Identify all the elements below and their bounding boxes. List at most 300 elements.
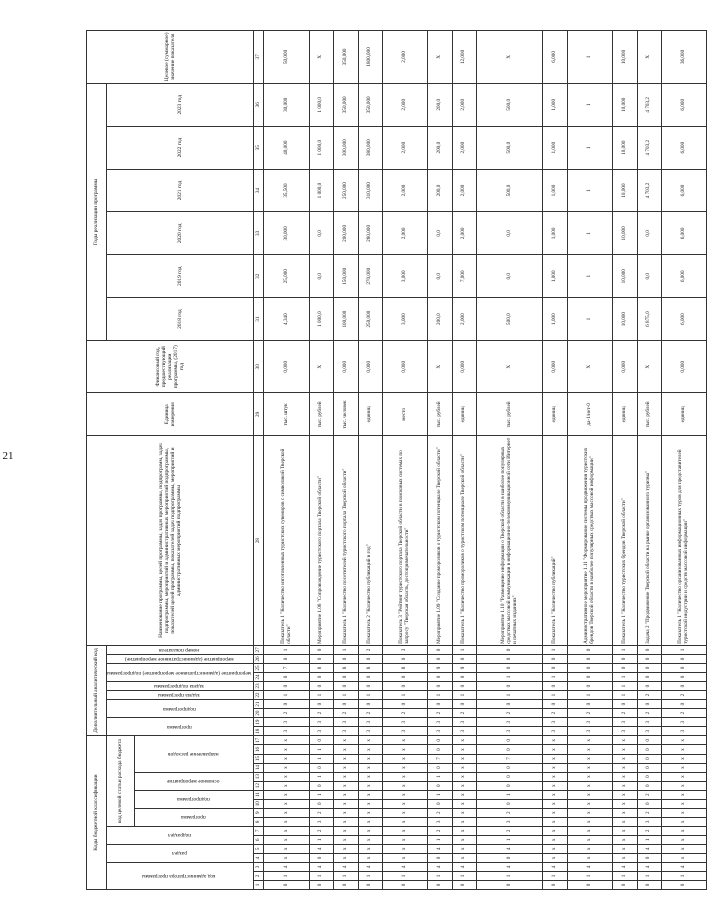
row-year-value: 100,000 xyxy=(334,298,358,341)
row-year-value: 7,000 xyxy=(452,255,476,298)
code-cell: 3 xyxy=(309,727,333,736)
code-cell: 2 xyxy=(637,691,661,700)
code-cell: 0 xyxy=(661,880,706,889)
row-target-value: Х xyxy=(309,31,333,84)
row-name: Мероприятие 1.09 "Создание промороликов о туристском потенциале Тверской области" xyxy=(428,436,452,646)
row-unit: единиц xyxy=(661,393,706,436)
row-name: Административное мероприятие 1.11 "Формирование системы продвижения туристских брендов Тверской области в наиболее популярных средствах массовой информации" xyxy=(567,436,612,646)
code-cell: 0 xyxy=(358,700,382,709)
code-cell: х xyxy=(543,817,567,826)
column-number: 21 xyxy=(254,700,264,709)
unit-header: Единица измерения xyxy=(87,393,254,436)
code-cell: х xyxy=(613,763,637,772)
code-cell: 4 xyxy=(637,862,661,871)
code-cell: 3 xyxy=(452,718,476,727)
code-cell: 1 xyxy=(382,691,427,700)
code-cell: х xyxy=(543,808,567,817)
code-cell: х xyxy=(452,745,476,754)
code-cell: х xyxy=(358,763,382,772)
code-cell: 0 xyxy=(543,663,567,672)
code-cell: х xyxy=(567,853,612,862)
code-cell: 0 xyxy=(477,781,543,790)
code-cell: 3 xyxy=(661,718,706,727)
code-cell: 4 xyxy=(613,862,637,871)
code-cell: х xyxy=(567,736,612,745)
code-cell: 3 xyxy=(358,718,382,727)
code-cell: х xyxy=(661,853,706,862)
code-cell: х xyxy=(452,826,476,835)
code-cell: 3 xyxy=(358,727,382,736)
row-name: Мероприятие 1.08 "Сопровождение туристского портала Тверской области" xyxy=(309,436,333,646)
code-cell: 0 xyxy=(309,736,333,745)
code-cell: 3 xyxy=(613,727,637,736)
row-year-value: 0,0 xyxy=(477,212,543,255)
code-cell: 0 xyxy=(309,763,333,772)
row-year-value: 0,0 xyxy=(477,255,543,298)
code-cell: 4 xyxy=(661,862,706,871)
row-year-value: 2,000 xyxy=(382,126,427,169)
column-number: 15 xyxy=(254,754,264,763)
code-cell: 2 xyxy=(264,709,309,718)
code-cell: 0 xyxy=(452,682,476,691)
code-cell: 0 xyxy=(428,682,452,691)
code-cell: 4 xyxy=(309,844,333,853)
code-cell: 0 xyxy=(661,654,706,663)
code-cell: х xyxy=(567,817,612,826)
code-cell: х xyxy=(334,790,358,799)
column-number: 16 xyxy=(254,745,264,754)
code-cell: 1 xyxy=(477,672,543,681)
code-cell: 0 xyxy=(309,799,333,808)
row-year-value: 30,000 xyxy=(264,83,309,126)
code-cell: х xyxy=(264,808,309,817)
row-year-value: 200,000 xyxy=(334,212,358,255)
row-unit: да-1/нет-0 xyxy=(567,393,612,436)
code-cell: 0 xyxy=(637,763,661,772)
code-cell: 4 xyxy=(477,862,543,871)
row-target-value: 12,000 xyxy=(452,31,476,84)
code-cell: х xyxy=(613,808,637,817)
column-number: 36 xyxy=(254,83,264,126)
code-cell: 0 xyxy=(428,654,452,663)
admin-code-header: код администратора программы xyxy=(107,862,254,889)
code-cell: х xyxy=(543,799,567,808)
code-cell: 1 xyxy=(543,672,567,681)
code-cell: х xyxy=(661,763,706,772)
code-cell: 0 xyxy=(477,682,543,691)
table-row xyxy=(637,31,661,890)
code-cell: 3 xyxy=(477,718,543,727)
code-cell: 0 xyxy=(452,654,476,663)
row-name: Показатель 1 "Количество публикаций" xyxy=(543,436,567,646)
code-cell: 0 xyxy=(613,700,637,709)
code-cell: 1 xyxy=(309,745,333,754)
row-year-value: 1,000 xyxy=(543,255,567,298)
code-cell: 1 xyxy=(452,691,476,700)
code-cell: 0 xyxy=(452,880,476,889)
code-cell: х xyxy=(334,835,358,844)
code-cell: 1 xyxy=(661,871,706,880)
row-target-value: 36,000 xyxy=(661,31,706,84)
code-cell: х xyxy=(613,835,637,844)
table-row xyxy=(264,31,309,890)
column-number: 27 xyxy=(254,645,264,654)
code-cell: х xyxy=(264,817,309,826)
code-cell: 0 xyxy=(428,645,452,654)
code-cell: 1 xyxy=(309,835,333,844)
a-program-header: программа xyxy=(107,718,254,736)
row-base-value: 0,000 xyxy=(264,341,309,393)
row-year-value: 1 xyxy=(567,83,612,126)
code-cell: 2 xyxy=(637,709,661,718)
code-cell: 0 xyxy=(477,663,543,672)
row-year-value: 2,000 xyxy=(452,126,476,169)
code-cell: 0 xyxy=(637,799,661,808)
code-cell: 1 xyxy=(428,772,452,781)
code-cell: х xyxy=(334,745,358,754)
a-indicator-header: номер показателя xyxy=(107,645,254,654)
code-cell: 1 xyxy=(613,672,637,681)
code-cell: х xyxy=(543,754,567,763)
row-year-value: 500,0 xyxy=(477,169,543,212)
row-target-value: Х xyxy=(477,31,543,84)
row-year-value: 0,0 xyxy=(309,212,333,255)
year-2023: 2023 год xyxy=(107,83,254,126)
code-cell: 4 xyxy=(452,862,476,871)
code-cell: 0 xyxy=(309,880,333,889)
row-unit: единиц xyxy=(452,393,476,436)
code-cell: 3 xyxy=(567,727,612,736)
code-cell: х xyxy=(382,763,427,772)
row-year-value: 350,000 xyxy=(334,83,358,126)
column-number: 35 xyxy=(254,126,264,169)
code-cell: 1 xyxy=(613,691,637,700)
row-year-value: 4 703,2 xyxy=(637,126,661,169)
analytic-code-header: Дополнительный аналитический код xyxy=(87,645,107,735)
row-name: Показатель 1 "Количество туристских брендов Тверской области" xyxy=(613,436,637,646)
code-cell: х xyxy=(613,799,637,808)
code-cell: 1 xyxy=(543,871,567,880)
code-cell: 3 xyxy=(637,718,661,727)
code-cell: 0 xyxy=(543,700,567,709)
code-cell: 0 xyxy=(567,645,612,654)
code-cell: 2 xyxy=(309,709,333,718)
code-cell: х xyxy=(452,790,476,799)
row-year-value: 310,000 xyxy=(358,169,382,212)
code-cell: 8 xyxy=(309,663,333,672)
code-cell: 3 xyxy=(382,718,427,727)
table-row xyxy=(613,31,637,890)
code-cell: 0 xyxy=(452,672,476,681)
row-base-value: Х xyxy=(477,341,543,393)
code-cell: х xyxy=(661,754,706,763)
code-cell: х xyxy=(382,835,427,844)
row-year-value: 0,0 xyxy=(309,255,333,298)
code-cell: 0 xyxy=(334,700,358,709)
code-cell: 1 xyxy=(309,772,333,781)
code-cell: х xyxy=(264,790,309,799)
row-year-value: 6,000 xyxy=(661,126,706,169)
row-year-value: 150,000 xyxy=(334,255,358,298)
code-cell: х xyxy=(382,745,427,754)
column-number: 7 xyxy=(254,826,264,835)
code-cell: 1 xyxy=(452,871,476,880)
code-cell: 0 xyxy=(477,772,543,781)
code-cell: х xyxy=(334,808,358,817)
code-cell: 0 xyxy=(637,853,661,862)
column-number: 37 xyxy=(254,31,264,84)
row-target-value: 2,000 xyxy=(382,31,427,84)
code-cell: х xyxy=(382,754,427,763)
code-cell: х xyxy=(358,853,382,862)
row-target-value: 1800,000 xyxy=(358,31,382,84)
column-number: 17 xyxy=(254,736,264,745)
code-cell: 3 xyxy=(613,718,637,727)
code-cell: 3 xyxy=(543,718,567,727)
column-numbers-row xyxy=(254,31,264,890)
code-cell: 0 xyxy=(428,781,452,790)
row-year-value: 250,000 xyxy=(358,298,382,341)
code-cell: 0 xyxy=(543,682,567,691)
code-cell: 4 xyxy=(358,862,382,871)
code-cell: х xyxy=(334,799,358,808)
code-cell: 0 xyxy=(477,745,543,754)
row-year-value: 10,000 xyxy=(613,298,637,341)
row-year-value: 0,0 xyxy=(428,212,452,255)
code-cell: 1 xyxy=(477,790,543,799)
row-year-value: 500,0 xyxy=(477,83,543,126)
code-cell: 1 xyxy=(334,691,358,700)
code-cell: 0 xyxy=(637,700,661,709)
row-name: Мероприятие 1.10 "Размещение информации о Тверской области в наиболее популярных средствах массовой коммуникации в информационно-телекоммуникационной сети Интернет и печатных изданиях" xyxy=(477,436,543,646)
code-cell: 1 xyxy=(637,835,661,844)
code-cell: х xyxy=(358,808,382,817)
code-cell: 0 xyxy=(613,654,637,663)
year-2018: 2018 год xyxy=(107,298,254,341)
code-cell: х xyxy=(661,817,706,826)
code-cell: х xyxy=(264,799,309,808)
code-cell: 0 xyxy=(382,700,427,709)
code-cell: 2 xyxy=(613,709,637,718)
code-cell: 0 xyxy=(358,880,382,889)
code-cell: х xyxy=(382,826,427,835)
column-number: 4 xyxy=(254,853,264,862)
code-cell: х xyxy=(452,754,476,763)
code-cell: х xyxy=(543,790,567,799)
code-cell: 0 xyxy=(382,880,427,889)
row-year-value: 6,000 xyxy=(661,169,706,212)
code-cell: х xyxy=(358,736,382,745)
code-cell: 0 xyxy=(428,853,452,862)
code-cell: 0 xyxy=(358,654,382,663)
row-year-value: 0,0 xyxy=(637,212,661,255)
row-unit: единиц xyxy=(358,393,382,436)
code-cell: х xyxy=(661,745,706,754)
code-cell: 3 xyxy=(264,718,309,727)
code-cell: 0 xyxy=(637,745,661,754)
column-number: 26 xyxy=(254,654,264,663)
table-row xyxy=(661,31,706,890)
code-cell: 0 xyxy=(334,880,358,889)
row-year-value: 0,0 xyxy=(637,255,661,298)
code-cell: 2 xyxy=(358,645,382,654)
code-cell: 0 xyxy=(358,672,382,681)
code-cell: х xyxy=(543,763,567,772)
code-cell: х xyxy=(382,736,427,745)
code-cell: 2 xyxy=(567,709,612,718)
code-cell: 7 xyxy=(264,663,309,672)
row-name: Показатель 2 "Количество публикаций в год" xyxy=(358,436,382,646)
code-cell: 0 xyxy=(567,654,612,663)
code-cell: 3 xyxy=(382,645,427,654)
row-year-value: 500,0 xyxy=(477,298,543,341)
row-year-value: 1 xyxy=(567,126,612,169)
row-year-value: 2,000 xyxy=(452,298,476,341)
code-cell: х xyxy=(334,817,358,826)
code-cell: 1 xyxy=(264,691,309,700)
code-cell: х xyxy=(264,763,309,772)
code-cell: 1 xyxy=(334,871,358,880)
code-cell: 0 xyxy=(428,736,452,745)
code-cell: 2 xyxy=(543,709,567,718)
row-year-value: 6,000 xyxy=(661,298,706,341)
code-cell: х xyxy=(567,772,612,781)
code-cell: х xyxy=(661,799,706,808)
row-year-value: 40,000 xyxy=(264,126,309,169)
code-cell: 0 xyxy=(264,654,309,663)
a-subprogram-header: подпрограмма xyxy=(107,700,254,718)
code-cell: 2 xyxy=(428,808,452,817)
code-cell: 0 xyxy=(309,781,333,790)
names-header: Наименование программы, целей программы, задач программы, подпрограмм, задач подпрограммы, мероприятий и административных мероприятий подпрограммы, показателей целей программы, показателей задач подпрограммы, мероприятий и административных мероприятий подпрограммы xyxy=(87,436,254,646)
row-year-value: 1 000,0 xyxy=(309,169,333,212)
code-cell: 1 xyxy=(613,645,637,654)
code-cell: 0 xyxy=(309,682,333,691)
code-cell: 0 xyxy=(613,663,637,672)
code-cell: 0 xyxy=(334,672,358,681)
code-cell: х xyxy=(264,781,309,790)
row-target-value: Х xyxy=(637,31,661,84)
code-cell: 0 xyxy=(309,700,333,709)
code-cell: х xyxy=(382,799,427,808)
code-cell: х xyxy=(452,781,476,790)
code-cell: х xyxy=(543,853,567,862)
code-cell: 0 xyxy=(637,754,661,763)
code-cell: 0 xyxy=(477,654,543,663)
code-cell: х xyxy=(567,745,612,754)
row-name: Показатель 1 "Количество изготовленных туристских сувениров с символикой Тверской области" xyxy=(264,436,309,646)
code-cell: 1 xyxy=(264,645,309,654)
row-year-value: 3,000 xyxy=(382,298,427,341)
code-cell: 4 xyxy=(334,862,358,871)
row-year-value: 200,0 xyxy=(428,298,452,341)
row-year-value: 2,000 xyxy=(382,169,427,212)
table-row xyxy=(543,31,567,890)
code-cell: х xyxy=(567,835,612,844)
code-cell: 1 xyxy=(428,691,452,700)
code-cell: х xyxy=(382,817,427,826)
code-cell: 0 xyxy=(264,672,309,681)
code-cell: 4 xyxy=(567,862,612,871)
code-cell: х xyxy=(613,790,637,799)
code-cell: х xyxy=(613,745,637,754)
code-cell: 2 xyxy=(661,709,706,718)
a-event-header: мероприятие (административное мероприятие) подпрограммы xyxy=(107,663,254,681)
row-year-value: 25,000 xyxy=(264,255,309,298)
row-base-value: 0,000 xyxy=(452,341,476,393)
table-row xyxy=(309,31,333,890)
column-number: 5 xyxy=(254,844,264,853)
code-cell: 9 xyxy=(452,663,476,672)
code-cell: 7 xyxy=(428,754,452,763)
code-cell: 0 xyxy=(567,663,612,672)
row-base-value: 0,000 xyxy=(661,341,706,393)
row-year-value: 6,000 xyxy=(661,255,706,298)
table-body xyxy=(264,31,707,890)
row-year-value: 1 xyxy=(567,255,612,298)
code-cell: х xyxy=(264,754,309,763)
code-cell: х xyxy=(358,799,382,808)
code-cell: 0 xyxy=(567,700,612,709)
row-unit: тыс. человек xyxy=(334,393,358,436)
code-cell: х xyxy=(452,763,476,772)
code-cell: х xyxy=(452,835,476,844)
row-year-value: 2,000 xyxy=(452,169,476,212)
column-number: 29 xyxy=(254,393,264,436)
target-code-header: код целевой статьи расхода бюджета xyxy=(107,736,135,827)
code-cell: 0 xyxy=(637,663,661,672)
row-target-value: 50,000 xyxy=(264,31,309,84)
row-year-value: 1,000 xyxy=(543,212,567,255)
code-cell: 8 xyxy=(334,663,358,672)
code-cell: 3 xyxy=(452,727,476,736)
code-cell: х xyxy=(613,781,637,790)
code-cell: 2 xyxy=(637,826,661,835)
rotated-page xyxy=(86,30,690,890)
years-header: Годы реализации программы xyxy=(87,83,107,340)
code-cell: 1 xyxy=(661,645,706,654)
code-cell: 1 xyxy=(477,691,543,700)
row-year-value: 6,000 xyxy=(661,212,706,255)
code-cell: х xyxy=(264,853,309,862)
code-cell: х xyxy=(382,790,427,799)
code-cell: 3 xyxy=(309,817,333,826)
code-cell: х xyxy=(358,772,382,781)
row-year-value: 250,000 xyxy=(334,169,358,212)
row-unit: тыс. рублей xyxy=(428,393,452,436)
code-cell: 0 xyxy=(309,672,333,681)
code-cell: х xyxy=(334,853,358,862)
code-cell: 0 xyxy=(358,682,382,691)
column-number: 32 xyxy=(254,255,264,298)
row-year-value: 1 000,0 xyxy=(309,126,333,169)
code-cell: 3 xyxy=(477,817,543,826)
code-cell: х xyxy=(334,763,358,772)
code-cell: 3 xyxy=(428,718,452,727)
code-cell: 1 xyxy=(309,871,333,880)
code-cell: 0 xyxy=(661,663,706,672)
code-cell: 0 xyxy=(543,654,567,663)
code-cell: х xyxy=(661,826,706,835)
code-cell: 0 xyxy=(477,700,543,709)
code-cell: 0 xyxy=(334,682,358,691)
code-cell: 4 xyxy=(543,862,567,871)
code-cell: 4 xyxy=(382,862,427,871)
code-cell: 0 xyxy=(382,682,427,691)
row-base-value: 0,000 xyxy=(613,341,637,393)
code-cell: 3 xyxy=(309,718,333,727)
code-cell: х xyxy=(613,736,637,745)
